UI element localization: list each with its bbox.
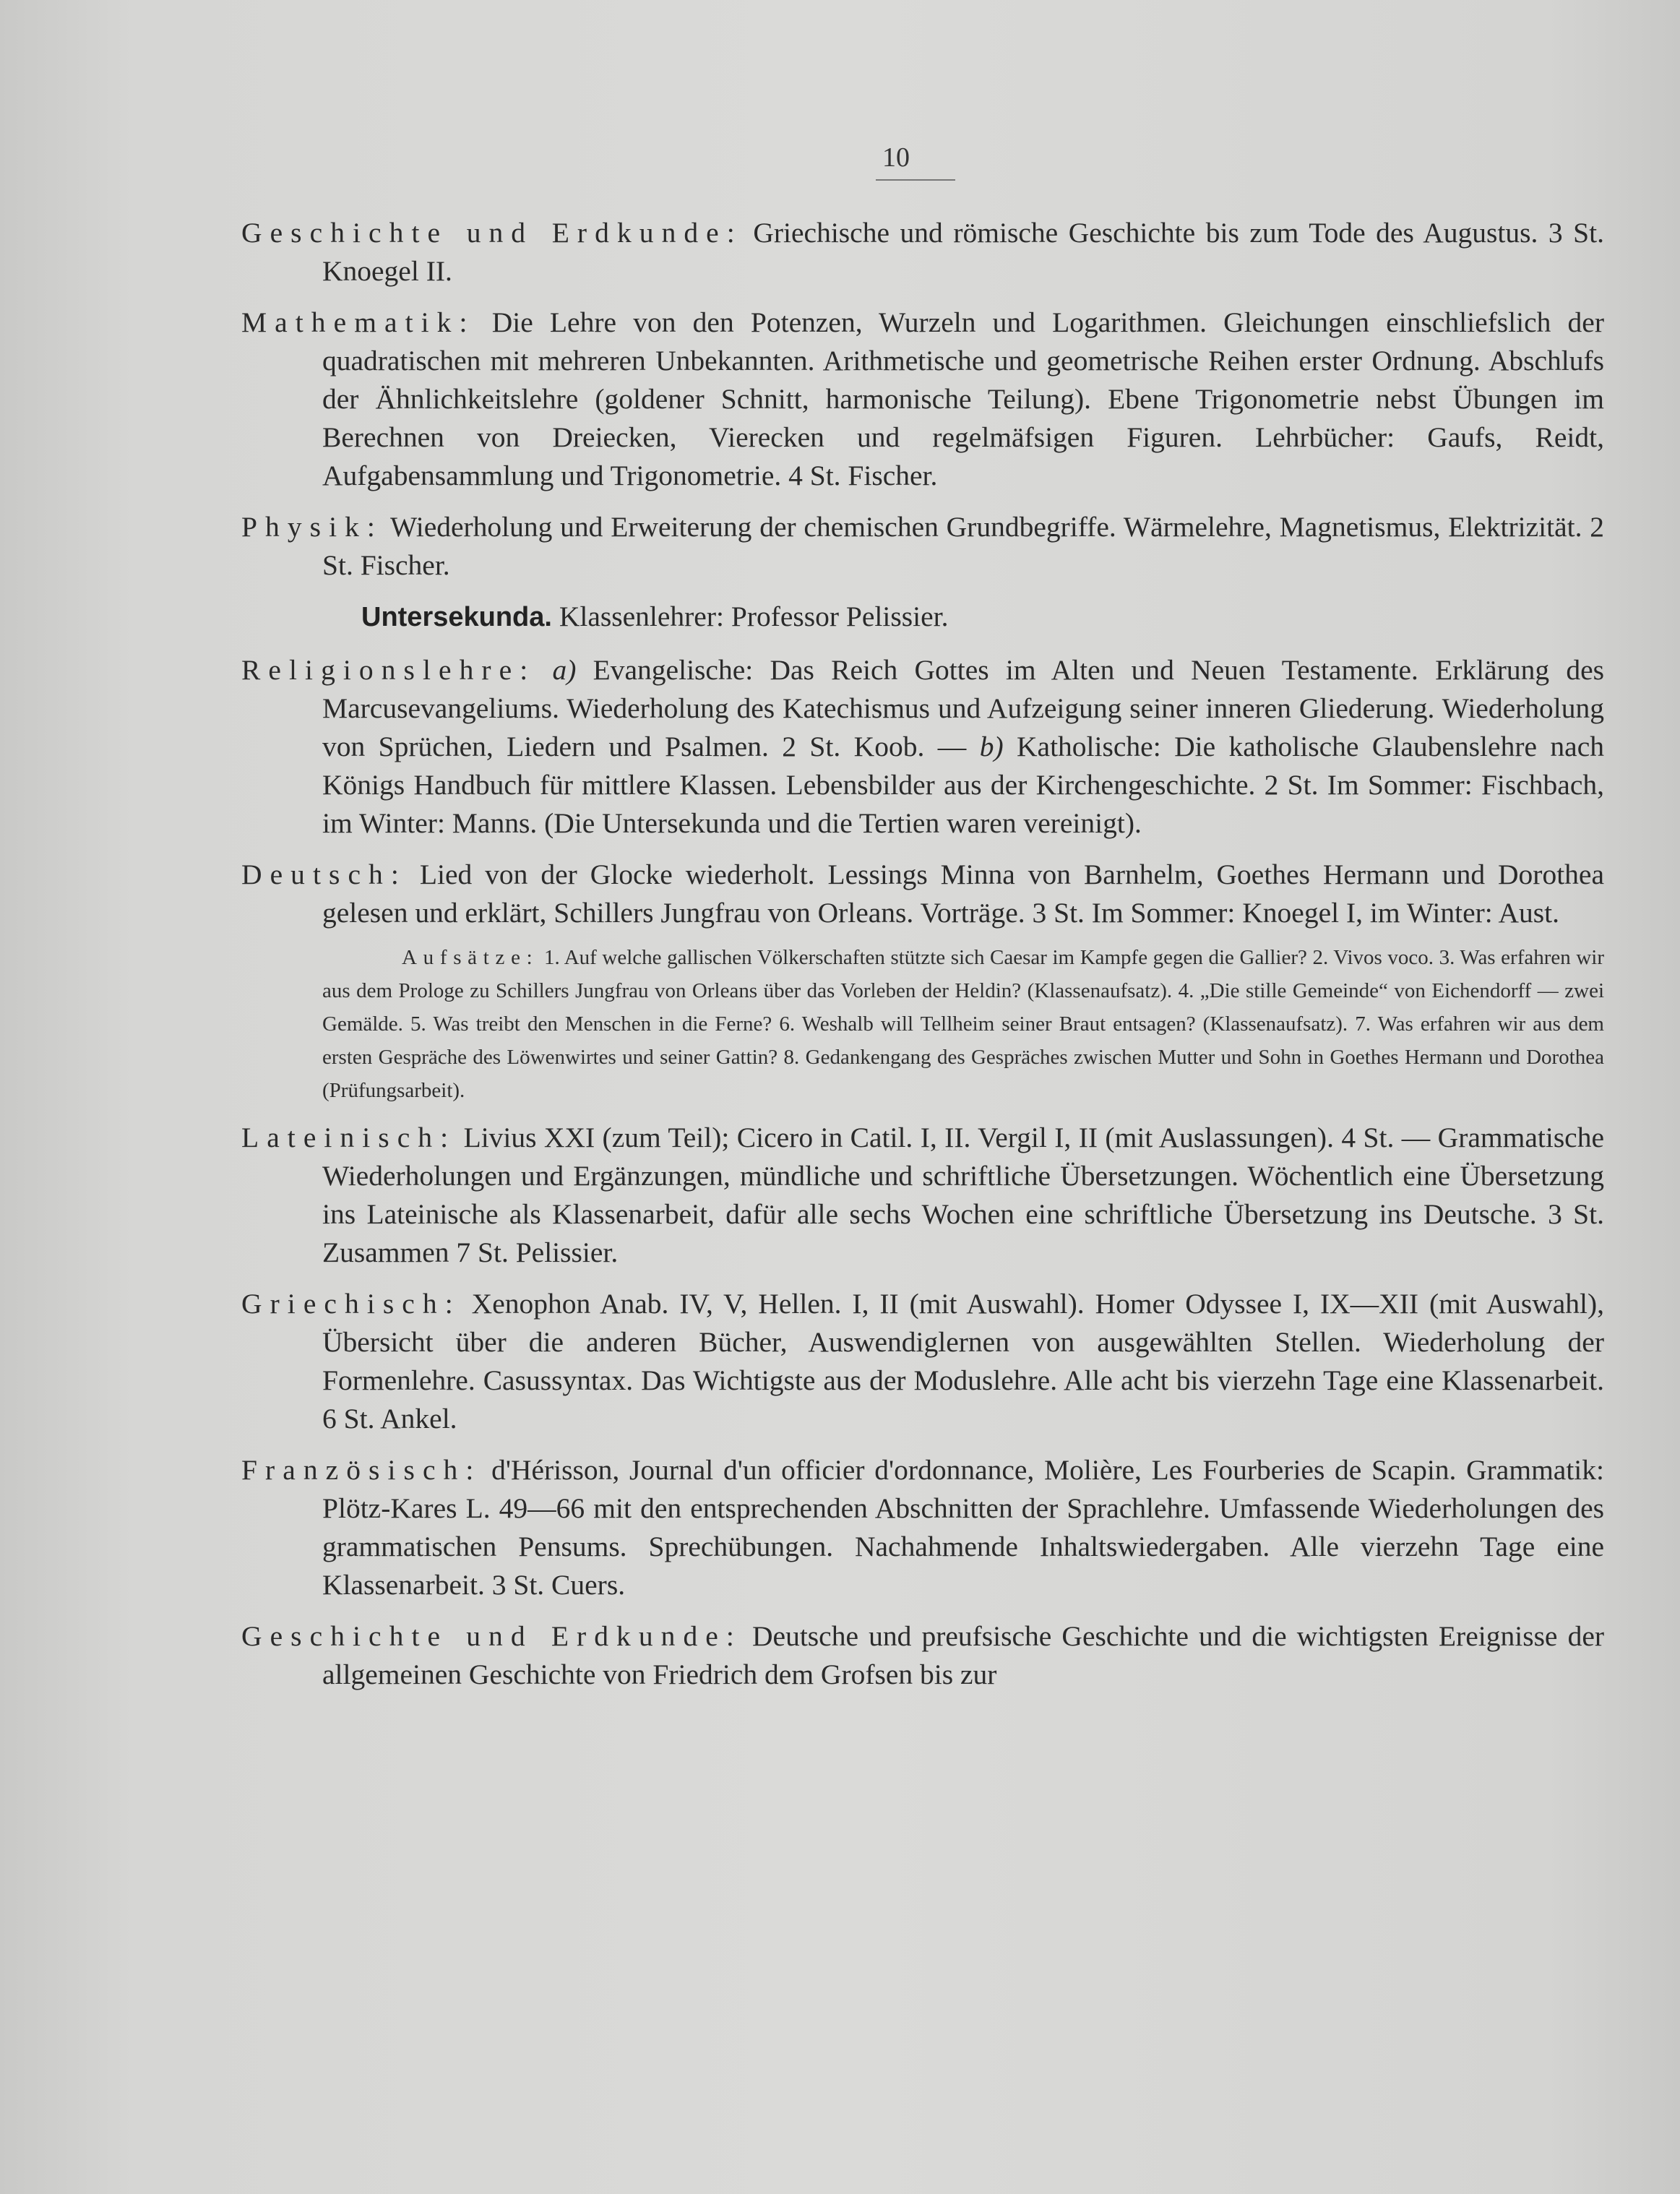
section-text: Xenophon Anab. IV, V, Hellen. I, II (mit Auswahl). Homer Odyssee I, IX—XII (mit Auswahl), Übersicht über die anderen Bücher, Auswendiglernen von ausgewählten Stellen. Wiederholung der Formenlehre. Casussyntax. Das Wichtigste aus der Moduslehre. Alle acht bis vierzehn Tage eine Klassenarbeit. 6 St. Ankel. bbox=[322, 1288, 1604, 1434]
section-label: Deutsch: bbox=[241, 859, 407, 890]
part-a-marker: a) bbox=[552, 654, 577, 686]
section-label: Mathematik: bbox=[241, 306, 475, 338]
section-deutsch bbox=[241, 856, 1604, 932]
aufsaetze-label: Aufsätze: bbox=[402, 946, 539, 969]
section-label: Französisch: bbox=[241, 1454, 482, 1486]
section-text-b: Katholische: Die katholische Glaubenslehre nach Königs Handbuch für mittlere Klassen. Lebensbilder aus der Kirchengeschichte. 2 St. Im Sommer: Fischbach, im Winter: Manns. (Die Untersekunda und die Tertien waren vereinigt). bbox=[322, 731, 1604, 839]
aufsaetze-note bbox=[322, 941, 1604, 1107]
class-heading bbox=[241, 598, 1604, 637]
document-body bbox=[241, 214, 1604, 1707]
class-title: Untersekunda. bbox=[361, 602, 552, 632]
section-geschichte-obertertia bbox=[241, 214, 1604, 291]
section-text: Livius XXI (zum Teil); Cicero in Catil. I, II. Vergil I, II (mit Auslassungen). 4 St. — Grammatische Wiederholungen und Ergänzungen, mündliche und schriftliche Übersetzungen. Wöchentlich eine Übersetzung ins Lateinische als Klassenarbeit, dafür alle sechs Wochen eine schriftliche Übersetzung ins Deutsche. 3 St. Zusammen 7 St. Pelissier. bbox=[322, 1122, 1604, 1268]
section-label: Physik: bbox=[241, 511, 383, 543]
section-text: d'Hérisson, Journal d'un officier d'ordonnance, Molière, Les Fourberies de Scapin. Grammatik: Plötz-Kares L. 49—66 mit den entsprechenden Abschnitten der Sprachlehre. Umfassende Wiederholungen des grammatischen Pensums. Sprechübungen. Nachahmende Inhaltswiedergaben. Alle vierzehn Tage eine Klassenarbeit. 3 St. Cuers. bbox=[322, 1454, 1604, 1601]
section-griechisch bbox=[241, 1285, 1604, 1438]
section-text: Deutsche und preufsische Geschichte und die wichtigsten Ereignisse der allgemeinen Geschichte von Friedrich dem Grofsen bis zur bbox=[322, 1620, 1605, 1690]
aufsaetze-text: 1. Auf welche gallischen Völkerschaften stützte sich Caesar im Kampfe gegen die Gallier? 2. Vivos voco. 3. Was erfahren wir aus dem Prologe zu Schillers Jungfrau von Orleans über das Vorleben der Heldin? (Klassenaufsatz). 4. „Die stille Gemeinde“ von Eichendorff — zwei Gemälde. 5. Was treibt den Menschen in die Ferne? 6. Weshalb will Tellheim seiner Braut entsagen? (Klassenaufsatz). 7. Was erfahren wir aus dem ersten Gespräche des Löwenwirtes und seiner Gattin? 8. Gedankengang des Gespräches zwischen Mutter und Sohn in Goethes Hermann und Dorothea (Prüfungsarbeit). bbox=[322, 946, 1604, 1102]
part-b-marker: b) bbox=[979, 731, 1004, 762]
section-text: Wiederholung und Erweiterung der chemischen Grundbegriffe. Wärmelehre, Magnetismus, Elektrizität. 2 St. Fischer. bbox=[322, 511, 1604, 581]
section-text: Die Lehre von den Potenzen, Wurzeln und Logarithmen. Gleichungen einschliefslich der quadratischen mit mehreren Unbekannten. Arithmetische und geometrische Reihen erster Ordnung. Abschlufs der Ähnlichkeitslehre (goldener Schnitt, harmonische Teilung). Ebene Trigonometrie nebst Übungen im Berechnen von Dreiecken, Vierecken und regelmäfsigen Figuren. Lehrbücher: Gaufs, Reidt, Aufgabensammlung und Trigonometrie. 4 St. Fischer. bbox=[322, 306, 1604, 491]
section-geschichte-untersekunda bbox=[241, 1617, 1604, 1694]
section-label: Religionslehre: bbox=[241, 654, 536, 686]
section-text: Lied von der Glocke wiederholt. Lessings Minna von Barnhelm, Goethes Hermann und Dorothea gelesen und erklärt, Schillers Jungfrau von Orleans. Vorträge. 3 St. Im Sommer: Knoegel I, im Winter: Aust. bbox=[322, 859, 1604, 929]
section-label: Griechisch: bbox=[241, 1288, 461, 1320]
section-franzoesisch bbox=[241, 1451, 1604, 1604]
section-label: Geschichte und Erdkunde: bbox=[241, 217, 743, 249]
section-lateinisch bbox=[241, 1119, 1604, 1272]
class-teacher: Klassenlehrer: Professor Pelissier. bbox=[551, 601, 949, 632]
section-label: Lateinisch: bbox=[241, 1122, 457, 1153]
page-number: 10 bbox=[882, 142, 910, 173]
section-religionslehre bbox=[241, 651, 1604, 843]
section-label: Geschichte und Erdkunde: bbox=[241, 1620, 742, 1652]
section-mathematik bbox=[241, 304, 1604, 495]
page-number-rule bbox=[876, 179, 955, 181]
section-text-a: Evangelische: Das Reich Gottes im Alten und Neuen Testamente. Erklärung des Marcusevangeliums. Wiederholung des Katechismus und Aufzeigung seiner inneren Gliederung. Wiederholung von Sprüchen, Liedern und Psalmen. 2 St. Koob. — bbox=[322, 654, 1604, 762]
section-physik bbox=[241, 508, 1604, 585]
section-text: Griechische und römische Geschichte bis zum Tode des Augustus. 3 St. Knoegel II. bbox=[322, 217, 1604, 287]
